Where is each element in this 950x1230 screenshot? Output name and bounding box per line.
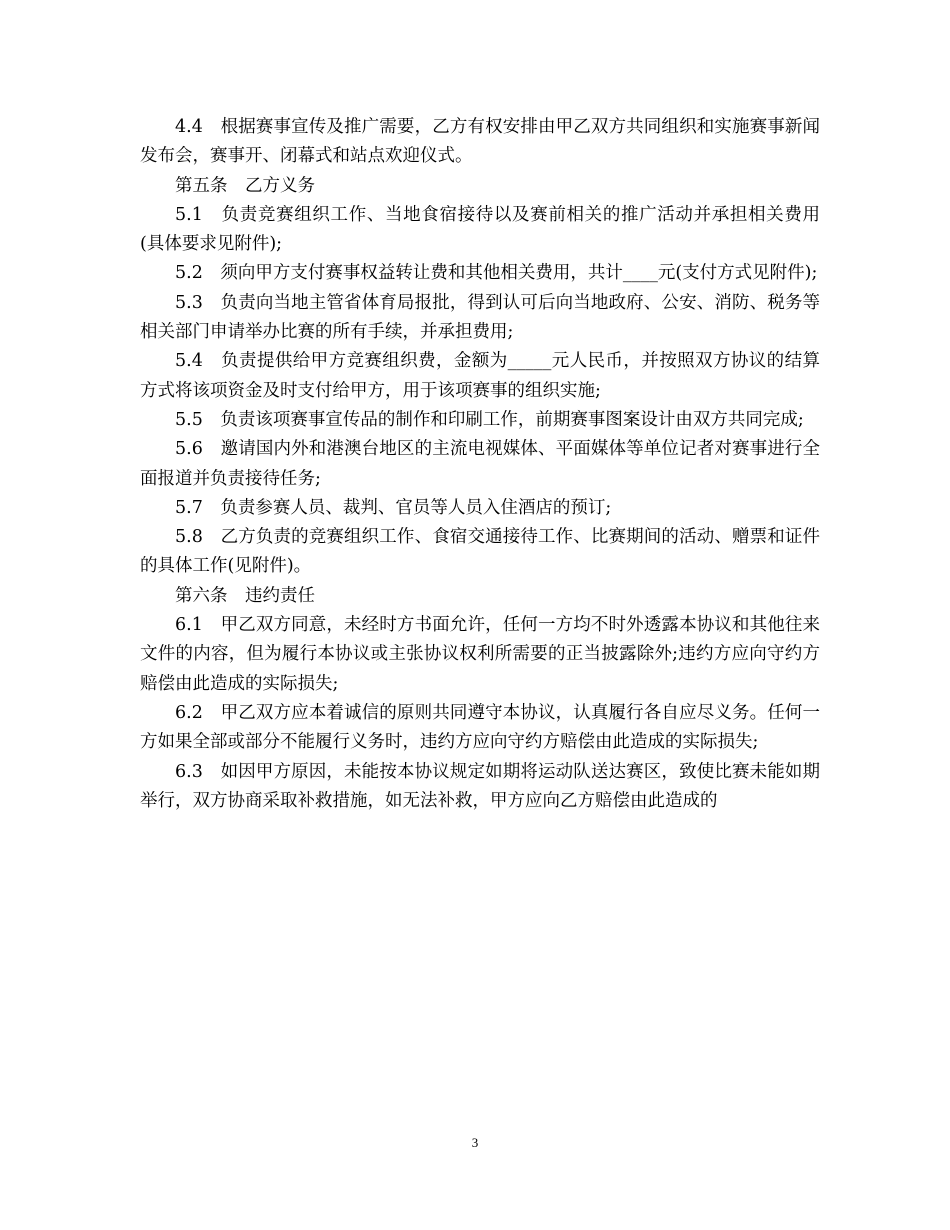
paragraph-6-2: 6.2 甲乙双方应本着诚信的原则共同遵守本协议，认真履行各自应尽义务。任何一方如果全部或部分不能履行义务时，违约方应向守约方赔偿由此造成的实际损失; <box>140 702 820 753</box>
page-number: 3 <box>471 1135 479 1150</box>
paragraph-5-2: 5.2 须向甲方支付赛事权益转让费和其他相关费用，共计____元(支付方式见附件); <box>175 263 818 284</box>
paragraph-5-5: 5.5 负责该项赛事宣传品的制作和印刷工作，前期赛事图案设计由双方共同完成; <box>175 409 804 430</box>
paragraph-4-4: 4.4 根据赛事宣传及推广需要，乙方有权安排由甲乙双方共同组织和实施赛事新闻发布会，赛事开、闭幕式和站点欢迎仪式。 <box>140 117 820 167</box>
paragraph-5-6: 5.6 邀请国内外和港澳台地区的主流电视媒体、平面媒体等单位记者对赛事进行全面报道并负责接待任务; <box>140 439 820 489</box>
article-5-heading: 第五条 乙方义务 <box>175 175 315 196</box>
article-6-heading: 第六条 违约责任 <box>175 585 315 606</box>
paragraph-5-4: 5.4 负责提供给甲方竞赛组织费，金额为_____元人民币，并按照双方协议的结算方式将该项资金及时支付给甲方，用于该项赛事的组织实施; <box>140 351 820 401</box>
paragraph-5-3: 5.3 负责向当地主管省体育局报批，得到认可后向当地政府、公安、消防、税务等相关部门申请举办比赛的所有手续，并承担费用; <box>140 292 820 343</box>
paragraph-5-7: 5.7 负责参赛人员、裁判、官员等人员入住酒店的预订; <box>175 497 612 518</box>
paragraph-6-1: 6.1 甲乙双方同意，未经时方书面允许，任何一方均不时外透露本协议和其他往来文件的内容，但为履行本协议或主张协议权利所需要的正当披露除外;违约方应向守约方赔偿由此造成的实际损失; <box>140 615 820 694</box>
paragraph-5-1: 5.1 负责竞赛组织工作、当地食宿接待以及赛前相关的推广活动并承担相关费用(具体要求见附件); <box>140 204 820 255</box>
paragraph-6-3: 6.3 如因甲方原因，未能按本协议规定如期将运动队送达赛区，致使比赛未能如期举行，双方协商采取补救措施，如无法补救，甲方应向乙方赔偿由此造成的 <box>140 761 820 811</box>
document-body <box>140 113 820 816</box>
paragraph-5-8: 5.8 乙方负责的竞赛组织工作、食宿交通接待工作、比赛期间的活动、赠票和证件的具体工作(见附件)。 <box>140 527 820 577</box>
